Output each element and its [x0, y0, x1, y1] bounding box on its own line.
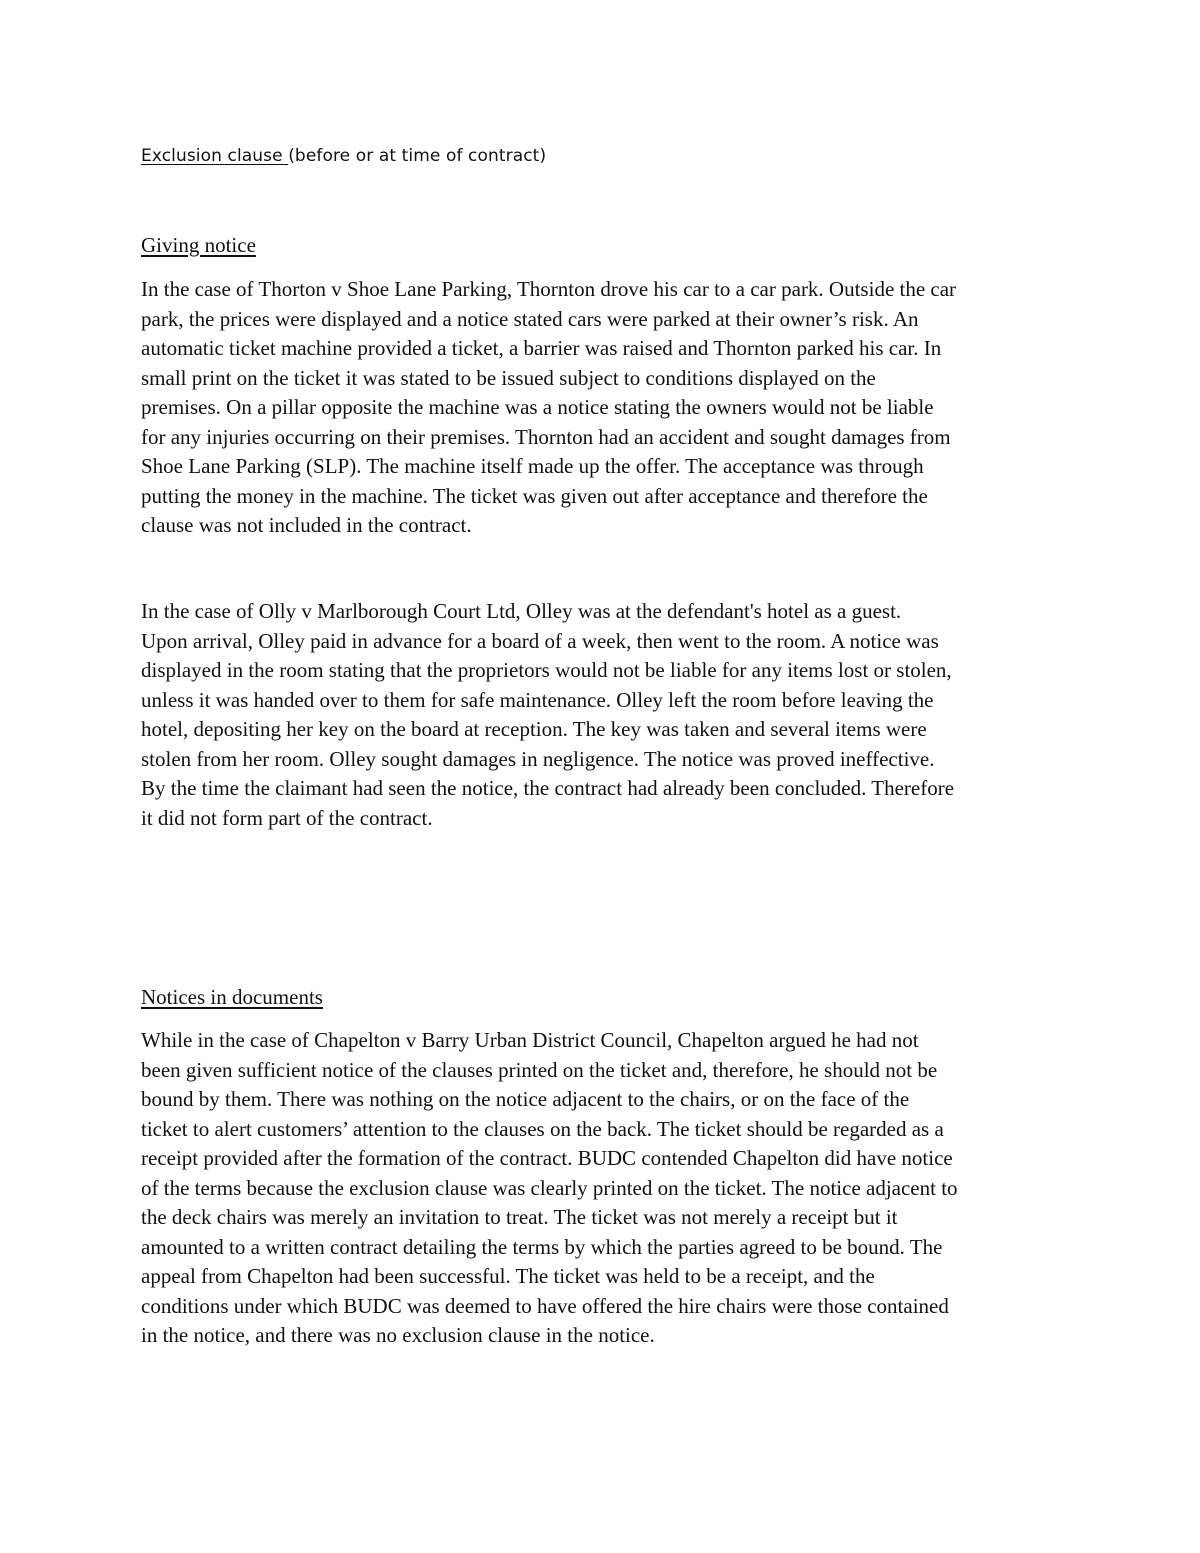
paragraph-line: Upon arrival, Olley paid in advance for a board of a week, then went to the room. A notice was — [141, 628, 939, 653]
paragraph-line: small print on the ticket it was stated to be issued subject to conditions displayed on the — [141, 365, 876, 390]
paragraph-line: of the terms because the exclusion clause was clearly printed on the ticket. The notice adjacent to — [141, 1175, 958, 1200]
section-heading-giving-notice: Giving notice — [141, 233, 256, 257]
paragraph-chapelton-case — [141, 1026, 1066, 1351]
paragraph-line: amounted to a written contract detailing the terms by which the parties agreed to be bound. The — [141, 1234, 943, 1259]
paragraph-line: it did not form part of the contract. — [141, 805, 433, 830]
paragraph-line: unless it was handed over to them for safe maintenance. Olley left the room before leaving the — [141, 687, 934, 712]
paragraph-line: park, the prices were displayed and a notice stated cars were parked at their owner’s risk. An — [141, 306, 919, 331]
paragraph-line: In the case of Thorton v Shoe Lane Parking, Thornton drove his car to a car park. Outside the car — [141, 277, 957, 301]
document-title — [141, 143, 546, 169]
paragraph-line: appeal from Chapelton had been successful. The ticket was held to be a receipt, and the — [141, 1264, 875, 1288]
paragraph-line: automatic ticket machine provided a ticket, a barrier was raised and Thornton parked his car. In — [141, 336, 942, 360]
paragraph-line: clause was not included in the contract. — [141, 513, 472, 537]
paragraph-line: receipt provided after the formation of the contract. BUDC contended Chapelton did have notice — [141, 1146, 953, 1170]
paragraph-line: By the time the claimant had seen the notice, the contract had already been concluded. Therefore — [141, 776, 955, 800]
section-heading-notices-in-documents: Notices in documents — [141, 985, 323, 1009]
paragraph-line: While in the case of Chapelton v Barry Urban District Council, Chapelton argued he had not — [141, 1028, 919, 1052]
paragraph-line: bound by them. There was nothing on the notice adjacent to the chairs, or on the face of the — [141, 1087, 910, 1111]
paragraph-line: putting the money in the machine. The ticket was given out after acceptance and therefore the — [141, 483, 928, 508]
document-title-underlined: Exclusion clause — [141, 146, 289, 166]
paragraph-line: ticket to alert customers’ attention to the clauses on the back. The ticket should be regarded as a — [141, 1116, 944, 1141]
paragraph-line: In the case of Olly v Marlborough Court Ltd, Olley was at the defendant's hotel as a guest. — [141, 599, 902, 623]
paragraph-thornton-case — [141, 275, 1066, 541]
paragraph-line: the deck chairs was merely an invitation to treat. The ticket was not merely a receipt but it — [141, 1205, 898, 1229]
document-title-rest: (before or at time of contract) — [288, 146, 547, 166]
paragraph-line: displayed in the room stating that the proprietors would not be liable for any items lost or stolen, — [141, 658, 952, 682]
paragraph-line: premises. On a pillar opposite the machine was a notice stating the owners would not be liable — [141, 395, 934, 419]
paragraph-line: for any injuries occurring on their premises. Thornton had an accident and sought damages from — [141, 424, 951, 449]
paragraph-line: hotel, depositing her key on the board at reception. The key was taken and several items were — [141, 717, 927, 741]
paragraph-line: Shoe Lane Parking (SLP). The machine itself made up the offer. The acceptance was through — [141, 454, 924, 478]
paragraph-line: stolen from her room. Olley sought damages in negligence. The notice was proved ineffective. — [141, 746, 935, 771]
paragraph-line: conditions under which BUDC was deemed to have offered the hire chairs were those contained — [141, 1293, 949, 1318]
paragraph-line: in the notice, and there was no exclusion clause in the notice. — [141, 1323, 655, 1347]
paragraph-line: been given sufficient notice of the clauses printed on the ticket and, therefore, he should not be — [141, 1057, 938, 1082]
paragraph-olley-case — [141, 597, 1066, 833]
